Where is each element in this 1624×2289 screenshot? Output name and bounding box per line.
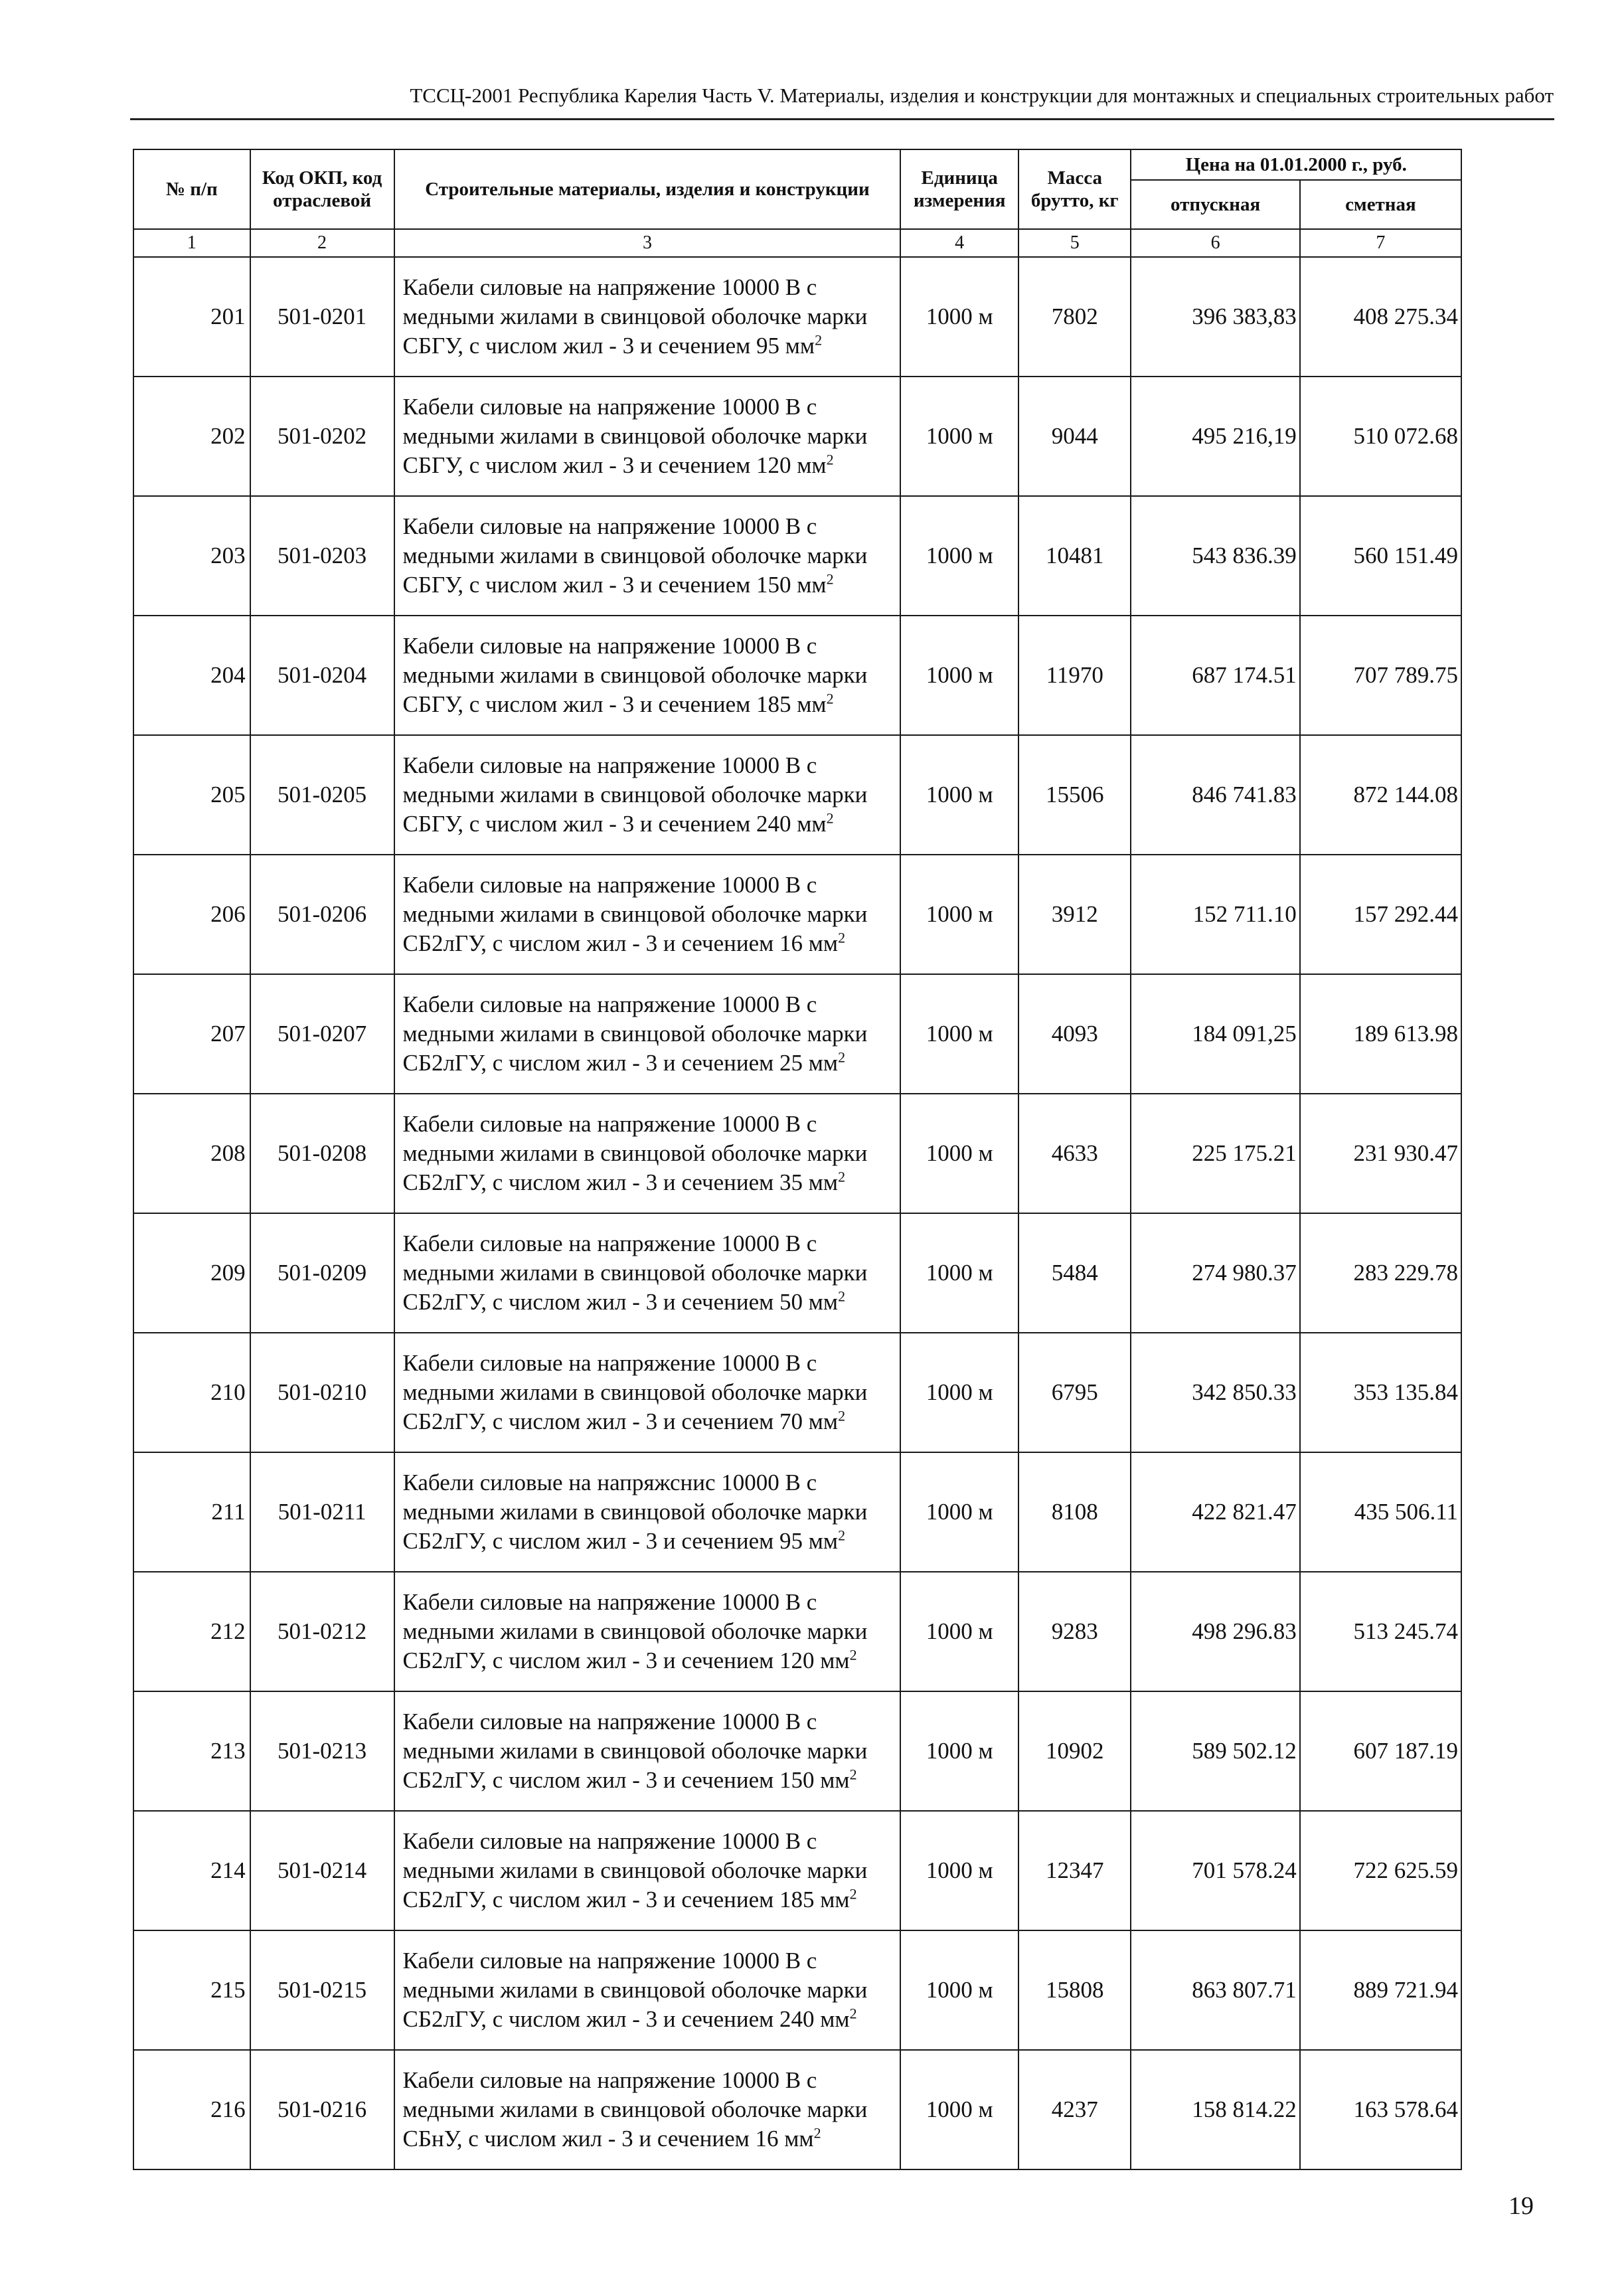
row-description	[394, 735, 901, 855]
row-price-sale: 396 383,83	[1131, 257, 1299, 377]
row-description	[394, 616, 901, 735]
row-description	[394, 974, 901, 1094]
table-row	[133, 855, 1461, 974]
row-description	[394, 1094, 901, 1213]
row-mass: 4093	[1018, 974, 1131, 1094]
column-number: 2	[250, 229, 394, 257]
table-row	[133, 257, 1461, 377]
superscript: 2	[838, 1527, 846, 1544]
header-price-est: сметная	[1300, 180, 1461, 229]
superscript: 2	[826, 570, 834, 588]
table-row	[133, 1930, 1461, 2050]
superscript: 2	[826, 809, 834, 827]
row-price-estimate: 408 275.34	[1300, 257, 1461, 377]
row-price-sale: 498 296.83	[1131, 1572, 1299, 1691]
row-description-text: Кабели силовые на напряжение 10000 В с медными жилами в свинцовой оболочке марки СБ2лГУ, с числом жил - 3 и сечением 240 мм	[402, 1948, 868, 2032]
superscript: 2	[838, 929, 846, 946]
row-description	[394, 1691, 901, 1811]
row-number: 202	[133, 377, 250, 496]
row-description	[394, 1213, 901, 1333]
row-price-estimate: 722 625.59	[1300, 1811, 1461, 1930]
row-code: 501-0212	[250, 1572, 394, 1691]
row-unit: 1000 м	[900, 1691, 1018, 1811]
row-code: 501-0201	[250, 257, 394, 377]
row-mass: 15506	[1018, 735, 1131, 855]
row-price-sale: 846 741.83	[1131, 735, 1299, 855]
row-code: 501-0208	[250, 1094, 394, 1213]
row-unit: 1000 м	[900, 257, 1018, 377]
row-description-text: Кабели силовые на напряжение 10000 В с медными жилами в свинцовой оболочке марки СБ2лГУ, с числом жил - 3 и сечением 25 мм	[402, 991, 868, 1076]
row-price-sale: 863 807.71	[1131, 1930, 1299, 2050]
table-row	[133, 496, 1461, 616]
row-description-text: Кабели силовые на напряжение 10000 В с медными жилами в свинцовой оболочке марки СБГУ, с числом жил - 3 и сечением 240 мм	[402, 752, 868, 837]
row-price-estimate: 189 613.98	[1300, 974, 1461, 1094]
row-price-sale: 589 502.12	[1131, 1691, 1299, 1811]
superscript: 2	[826, 451, 834, 468]
row-number: 213	[133, 1691, 250, 1811]
row-mass: 5484	[1018, 1213, 1131, 1333]
row-description-text: Кабели силовые на напряжение 10000 В с медными жилами в свинцовой оболочке марки СБ2лГУ, с числом жил - 3 и сечением 120 мм	[402, 1589, 868, 1673]
row-price-sale: 158 814.22	[1131, 2050, 1299, 2169]
row-mass: 7802	[1018, 257, 1131, 377]
column-number: 4	[900, 229, 1018, 257]
row-description	[394, 257, 901, 377]
row-number: 214	[133, 1811, 250, 1930]
price-table	[133, 149, 1462, 2170]
row-number: 211	[133, 1452, 250, 1572]
row-mass: 4633	[1018, 1094, 1131, 1213]
row-code: 501-0205	[250, 735, 394, 855]
row-mass: 10481	[1018, 496, 1131, 616]
header-rule	[130, 118, 1554, 120]
row-mass: 12347	[1018, 1811, 1131, 1930]
row-price-sale: 274 980.37	[1131, 1213, 1299, 1333]
column-number: 3	[394, 229, 901, 257]
column-number: 5	[1018, 229, 1131, 257]
row-price-estimate: 872 144.08	[1300, 735, 1461, 855]
column-number-row	[133, 229, 1461, 257]
row-description	[394, 855, 901, 974]
row-number: 203	[133, 496, 250, 616]
row-description-text: Кабели силовые на напряжение 10000 В с медными жилами в свинцовой оболочке марки СБ2лГУ, с числом жил - 3 и сечением 70 мм	[402, 1350, 868, 1434]
row-code: 501-0210	[250, 1333, 394, 1452]
row-mass: 9044	[1018, 377, 1131, 496]
row-code: 501-0202	[250, 377, 394, 496]
table-row	[133, 735, 1461, 855]
table-row	[133, 1094, 1461, 1213]
row-price-estimate: 560 151.49	[1300, 496, 1461, 616]
row-price-sale: 422 821.47	[1131, 1452, 1299, 1572]
row-unit: 1000 м	[900, 1452, 1018, 1572]
row-code: 501-0216	[250, 2050, 394, 2169]
row-mass: 9283	[1018, 1572, 1131, 1691]
row-code: 501-0209	[250, 1213, 394, 1333]
header-mass: Масса брутто, кг	[1018, 149, 1131, 229]
row-unit: 1000 м	[900, 735, 1018, 855]
row-code: 501-0214	[250, 1811, 394, 1930]
row-description	[394, 377, 901, 496]
row-price-estimate: 510 072.68	[1300, 377, 1461, 496]
row-unit: 1000 м	[900, 377, 1018, 496]
row-description-text: Кабели силовые на напряжение 10000 В с медными жилами в свинцовой оболочке марки СБ2лГУ, с числом жил - 3 и сечением 50 мм	[402, 1230, 868, 1315]
header-code: Код ОКП, код отраслевой	[250, 149, 394, 229]
row-description-text: Кабели силовые на напряжснис 10000 В с медными жилами в свинцовой оболочке марки СБ2лГУ, с числом жил - 3 и сечением 95 мм	[402, 1470, 868, 1554]
superscript: 2	[838, 1049, 846, 1066]
page-header-title: ТССЦ-2001 Республика Карелия Часть V. Материалы, изделия и конструкции для монтажных и специальных строительных работ	[410, 84, 1554, 107]
header-price-sale: отпускная	[1131, 180, 1299, 229]
row-unit: 1000 м	[900, 1930, 1018, 2050]
row-code: 501-0207	[250, 974, 394, 1094]
row-number: 204	[133, 616, 250, 735]
column-number: 1	[133, 229, 250, 257]
page-number: 19	[1508, 2192, 1534, 2220]
row-code: 501-0213	[250, 1691, 394, 1811]
table-row	[133, 1333, 1461, 1452]
row-unit: 1000 м	[900, 1094, 1018, 1213]
row-description-text: Кабели силовые на напряжение 10000 В с медными жилами в свинцовой оболочке марки СБГУ, с числом жил - 3 и сечением 120 мм	[402, 394, 868, 478]
row-description	[394, 1333, 901, 1452]
row-mass: 3912	[1018, 855, 1131, 974]
row-price-sale: 184 091,25	[1131, 974, 1299, 1094]
superscript: 2	[849, 2005, 857, 2022]
row-price-sale: 225 175.21	[1131, 1094, 1299, 1213]
row-price-sale: 687 174.51	[1131, 616, 1299, 735]
row-description-text: Кабели силовые на напряжение 10000 В с медными жилами в свинцовой оболочке марки СБ2лГУ, с числом жил - 3 и сечением 185 мм	[402, 1828, 868, 1912]
row-code: 501-0203	[250, 496, 394, 616]
superscript: 2	[849, 1885, 857, 1903]
header-unit: Единица измерения	[900, 149, 1018, 229]
header-desc: Строительные материалы, изделия и конструкции	[394, 149, 901, 229]
row-unit: 1000 м	[900, 1811, 1018, 1930]
row-unit: 1000 м	[900, 2050, 1018, 2169]
row-description	[394, 1452, 901, 1572]
header-price-group: Цена на 01.01.2000 г., руб.	[1131, 149, 1461, 180]
row-number: 206	[133, 855, 250, 974]
superscript: 2	[849, 1766, 857, 1783]
row-description-text: Кабели силовые на напряжение 10000 В с медными жилами в свинцовой оболочке марки СБГУ, с числом жил - 3 и сечением 150 мм	[402, 513, 868, 598]
row-description-text: Кабели силовые на напряжение 10000 В с медными жилами в свинцовой оболочке марки СБ2лГУ, с числом жил - 3 и сечением 35 мм	[402, 1111, 868, 1195]
row-price-sale: 495 216,19	[1131, 377, 1299, 496]
row-mass: 6795	[1018, 1333, 1131, 1452]
row-number: 212	[133, 1572, 250, 1691]
row-description	[394, 1572, 901, 1691]
row-number: 205	[133, 735, 250, 855]
table-row	[133, 1811, 1461, 1930]
header-num: № п/п	[133, 149, 250, 229]
row-unit: 1000 м	[900, 855, 1018, 974]
row-description-text: Кабели силовые на напряжение 10000 В с медными жилами в свинцовой оболочке марки СБГУ, с числом жил - 3 и сечением 95 мм	[402, 274, 868, 359]
row-price-estimate: 163 578.64	[1300, 2050, 1461, 2169]
row-mass: 4237	[1018, 2050, 1131, 2169]
table-row	[133, 1691, 1461, 1811]
superscript: 2	[838, 1407, 846, 1424]
row-code: 501-0211	[250, 1452, 394, 1572]
row-mass: 8108	[1018, 1452, 1131, 1572]
column-number: 7	[1300, 229, 1461, 257]
row-description-text: Кабели силовые на напряжение 10000 В с медными жилами в свинцовой оболочке марки СБ2лГУ, с числом жил - 3 и сечением 16 мм	[402, 872, 868, 956]
row-unit: 1000 м	[900, 1572, 1018, 1691]
row-description	[394, 1930, 901, 2050]
superscript: 2	[813, 2124, 821, 2142]
row-price-estimate: 607 187.19	[1300, 1691, 1461, 1811]
row-description	[394, 1811, 901, 1930]
row-price-sale: 342 850.33	[1131, 1333, 1299, 1452]
row-price-estimate: 157 292.44	[1300, 855, 1461, 974]
row-code: 501-0206	[250, 855, 394, 974]
row-mass: 15808	[1018, 1930, 1131, 2050]
row-number: 208	[133, 1094, 250, 1213]
row-price-estimate: 707 789.75	[1300, 616, 1461, 735]
superscript: 2	[826, 690, 834, 707]
row-mass: 10902	[1018, 1691, 1131, 1811]
row-description-text: Кабели силовые на напряжение 10000 В с медными жилами в свинцовой оболочке марки СБГУ, с числом жил - 3 и сечением 185 мм	[402, 633, 868, 717]
table-row	[133, 377, 1461, 496]
row-description	[394, 496, 901, 616]
row-unit: 1000 м	[900, 496, 1018, 616]
superscript: 2	[838, 1288, 846, 1305]
superscript: 2	[838, 1168, 846, 1185]
table-row	[133, 2050, 1461, 2169]
row-price-estimate: 513 245.74	[1300, 1572, 1461, 1691]
row-price-estimate: 283 229.78	[1300, 1213, 1461, 1333]
row-number: 216	[133, 2050, 250, 2169]
row-number: 201	[133, 257, 250, 377]
row-price-estimate: 435 506.11	[1300, 1452, 1461, 1572]
row-price-estimate: 353 135.84	[1300, 1333, 1461, 1452]
row-price-estimate: 231 930.47	[1300, 1094, 1461, 1213]
row-unit: 1000 м	[900, 1213, 1018, 1333]
table-row	[133, 1572, 1461, 1691]
table-row	[133, 974, 1461, 1094]
row-unit: 1000 м	[900, 1333, 1018, 1452]
row-number: 215	[133, 1930, 250, 2050]
row-price-sale: 543 836.39	[1131, 496, 1299, 616]
row-mass: 11970	[1018, 616, 1131, 735]
table-row	[133, 1213, 1461, 1333]
row-number: 210	[133, 1333, 250, 1452]
row-number: 209	[133, 1213, 250, 1333]
row-price-estimate: 889 721.94	[1300, 1930, 1461, 2050]
row-price-sale: 701 578.24	[1131, 1811, 1299, 1930]
superscript: 2	[849, 1646, 857, 1663]
row-code: 501-0204	[250, 616, 394, 735]
column-number: 6	[1131, 229, 1299, 257]
row-description-text: Кабели силовые на напряжение 10000 В с медными жилами в свинцовой оболочке марки СБнУ, с числом жил - 3 и сечением 16 мм	[402, 2067, 868, 2152]
table-header-row-1	[133, 149, 1461, 180]
table-row	[133, 616, 1461, 735]
row-unit: 1000 м	[900, 616, 1018, 735]
table-row	[133, 1452, 1461, 1572]
row-unit: 1000 м	[900, 974, 1018, 1094]
row-price-sale: 152 711.10	[1131, 855, 1299, 974]
row-code: 501-0215	[250, 1930, 394, 2050]
row-description	[394, 2050, 901, 2169]
row-description-text: Кабели силовые на напряжение 10000 В с медными жилами в свинцовой оболочке марки СБ2лГУ, с числом жил - 3 и сечением 150 мм	[402, 1709, 868, 1793]
row-number: 207	[133, 974, 250, 1094]
superscript: 2	[815, 331, 823, 349]
